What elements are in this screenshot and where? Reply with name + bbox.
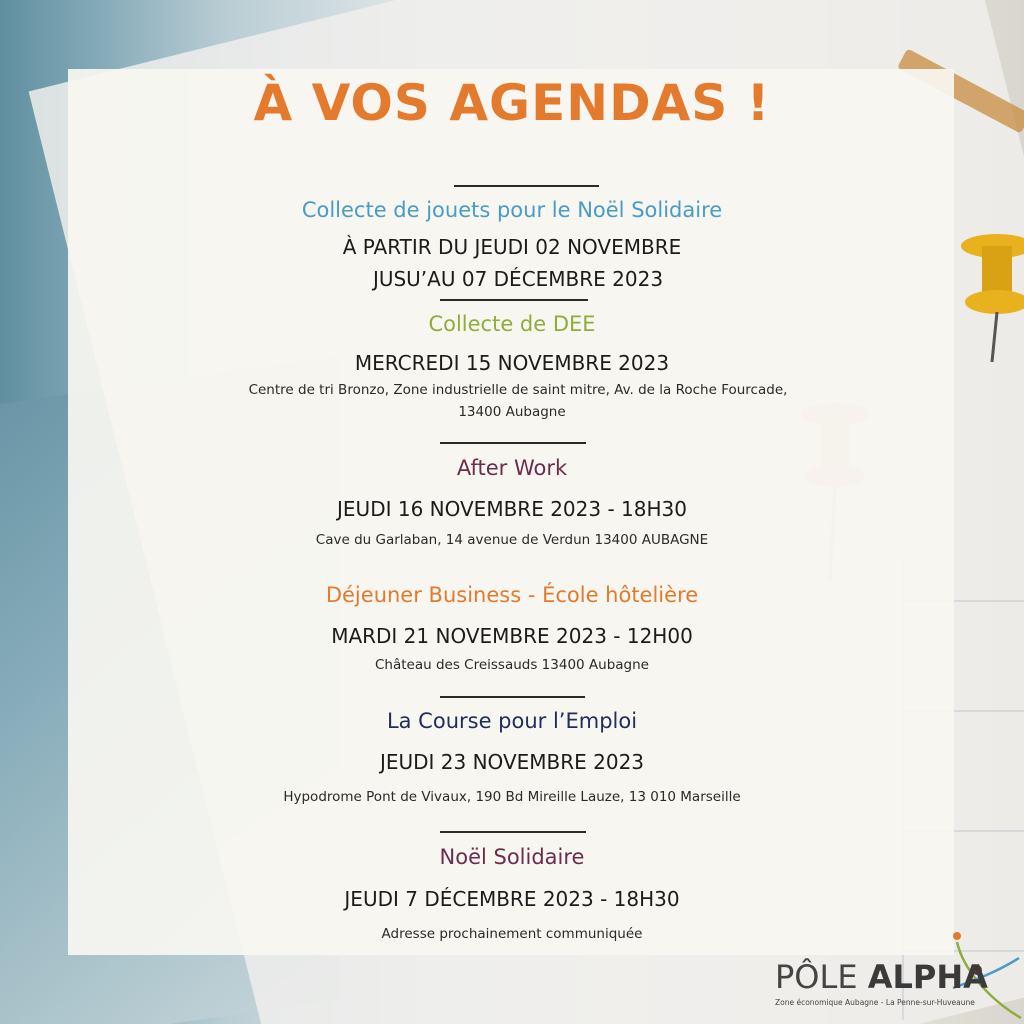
event-date: MERCREDI 15 NOVEMBRE 2023 [354,351,670,375]
event-date: MARDI 21 NOVEMBRE 2023 - 12H00 [331,624,693,648]
divider [440,442,586,444]
page-title: À VOS AGENDAS ! [253,74,771,132]
event-location: Centre de tri Bronzo, Zone industrielle de saint mitre, Av. de la Roche Fourcade, [248,382,788,398]
divider [440,299,588,301]
event-title: Déjeuner Business - École hôtelière [325,583,699,607]
event-date: JEUDI 16 NOVEMBRE 2023 - 18H30 [337,497,687,521]
event-location: 13400 Aubagne [458,404,566,420]
event-date: À PARTIR DU JEUDI 02 NOVEMBRE [342,235,682,259]
event-location: Hypodrome Pont de Vivaux, 190 Bd Mireille Lauze, 13 010 Marseille [283,789,741,805]
divider [440,831,586,833]
event-title: After Work [456,456,568,480]
event-date: JUSU’AU 07 DÉCEMBRE 2023 [372,267,664,291]
event-title: Collecte de DEE [428,312,596,336]
event-title: Collecte de jouets pour le Noël Solidaire [301,198,723,222]
pole-alpha-logo [765,928,1020,1020]
event-date: JEUDI 7 DÉCEMBRE 2023 - 18H30 [344,887,680,911]
event-title: La Course pour l’Emploi [386,709,638,733]
logo-wordmark [775,958,988,996]
logo-tagline: Zone économique Aubagne - La Penne-sur-Huveaune [775,998,975,1007]
logo-name-light: PÔLE [775,958,858,996]
logo-name-bold: ALPHA [867,958,988,996]
event-date: JEUDI 23 NOVEMBRE 2023 [379,750,645,774]
event-location: Adresse prochainement communiquée [381,926,643,942]
divider [454,185,599,187]
divider [440,696,585,698]
event-title: Noël Solidaire [439,845,585,869]
event-location: Cave du Garlaban, 14 avenue de Verdun 13400 AUBAGNE [315,532,709,548]
event-location: Château des Creissauds 13400 Aubagne [374,657,649,673]
